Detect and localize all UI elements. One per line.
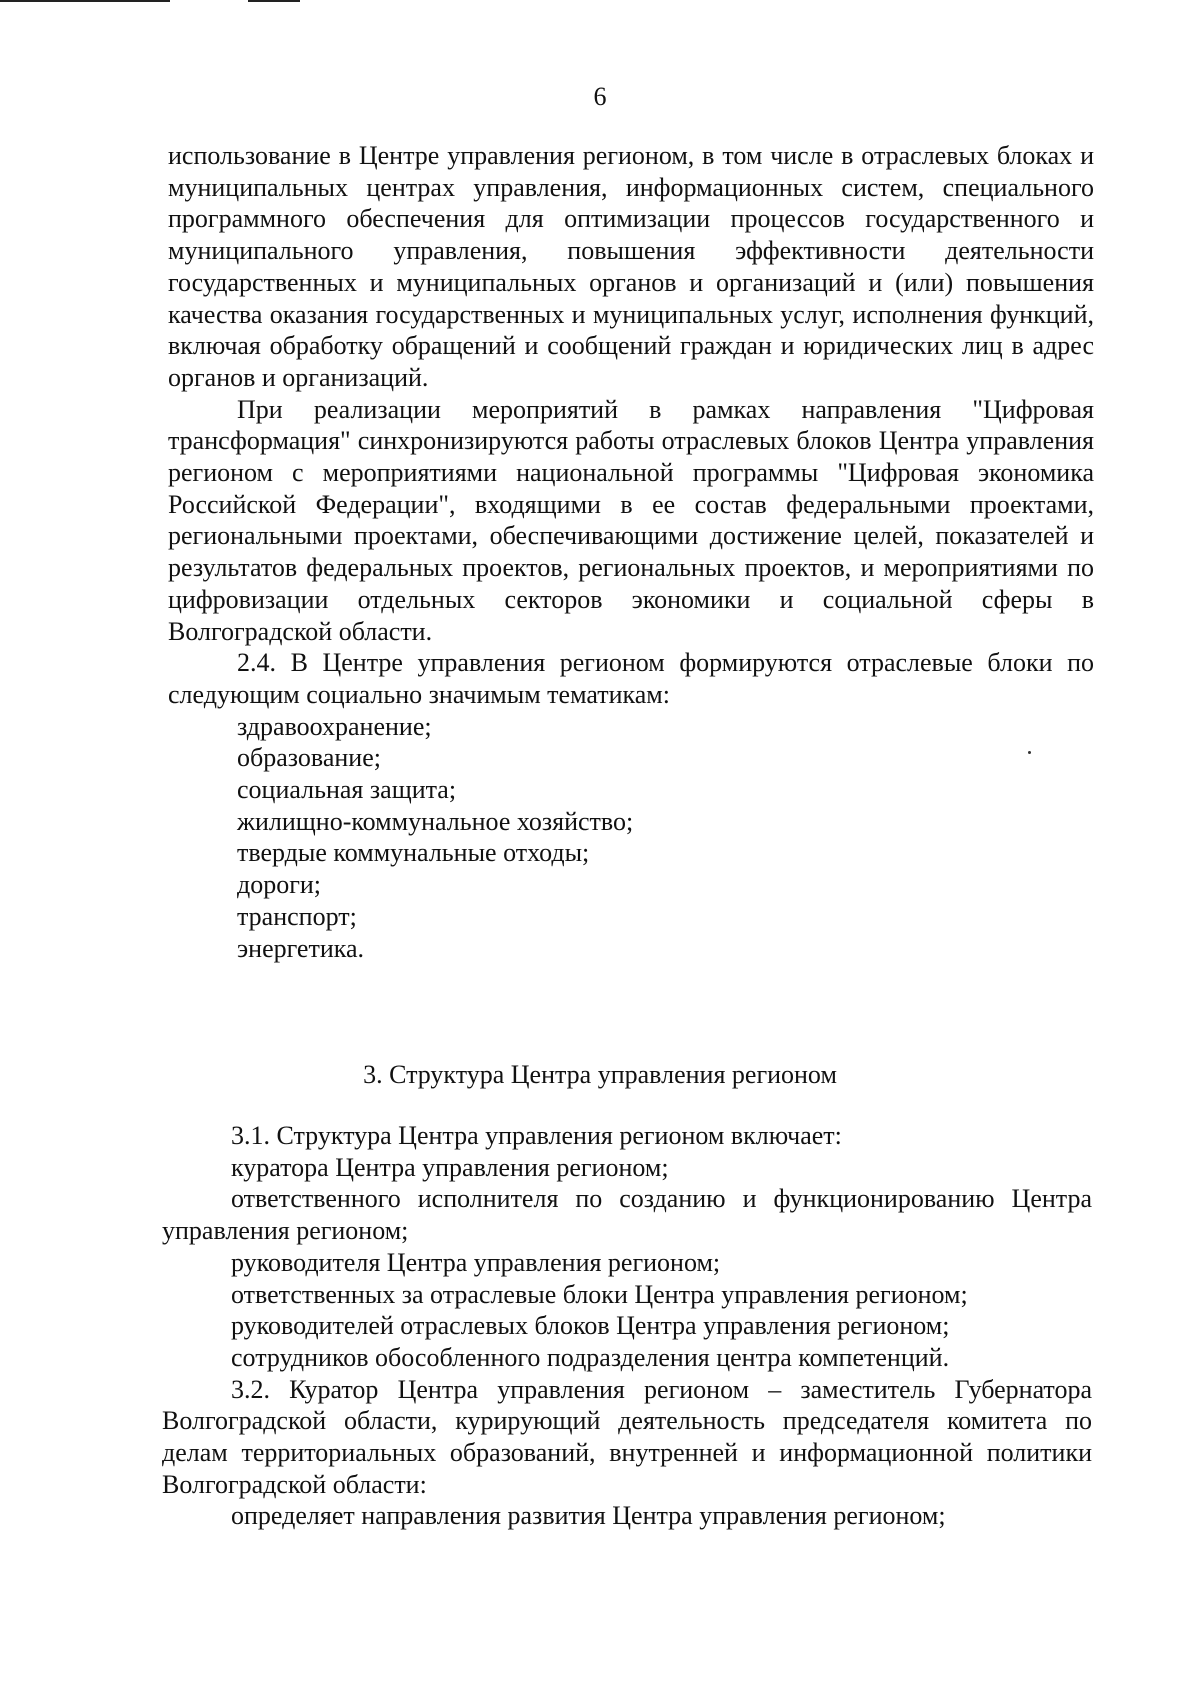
paragraph-3-1: 3.1. Структура Центра управления регионом включает:: [231, 1121, 842, 1150]
paragraph-2-4: 2.4. В Центре управления регионом формируются отраслевые блоки по следующим социально значимым тематикам:: [168, 648, 1094, 709]
topic-list-item: социальная защита;: [237, 775, 457, 805]
structure-list-item: руководителя Центра управления регионом;: [231, 1247, 721, 1277]
structure-list-item: сотрудников обособленного подразделения центра компетенций.: [231, 1342, 950, 1372]
topic-list-item: энергетика.: [237, 933, 365, 963]
body-text-part2: [162, 1120, 1092, 1532]
section-heading: 3. Структура Центра управления регионом: [363, 1060, 837, 1089]
topic-list-item: жилищно-коммунальное хозяйство;: [237, 806, 634, 836]
structure-list-item: ответственных за отраслевые блоки Центра управления регионом;: [231, 1279, 968, 1309]
structure-list-item: куратора Центра управления регионом;: [231, 1152, 669, 1182]
topic-list-item: образование;: [237, 743, 381, 773]
paragraph-3-2: 3.2. Куратор Центра управления регионом – заместитель Губернатора Волгоградской области, курирующий деятельность председателя комитета по делам территориальных образований, внутренней и информационной политики Волгоградской области:: [162, 1374, 1092, 1499]
structure-list-item: ответственного исполнителя по созданию и функционированию Центра управления регионом;: [162, 1184, 1092, 1246]
topic-list-item: твердые коммунальные отходы;: [237, 838, 590, 868]
structure-list-item: руководителей отраслевых блоков Центра управления регионом;: [231, 1311, 950, 1341]
scan-speck: [1028, 751, 1031, 754]
page-number: 6: [593, 82, 607, 111]
topic-list-item: транспорт;: [237, 901, 357, 931]
body-text-part1: [168, 140, 1094, 964]
scan-edge-mark: [248, 0, 300, 2]
topic-list-item: дороги;: [237, 870, 322, 900]
paragraph-digital-transformation: При реализации мероприятий в рамках направления "Цифровая трансформация" синхронизируются работы отраслевых блоков Центра управления регионом с мероприятиями национальной программы "Цифровая экономика Российской Федерации", входящими в ее состав федеральными проектами, региональными проектами, обеспечивающими достижение целей, показателей и результатов федеральных проектов, региональных проектов, и мероприятиями по цифровизации отдельных секторов экономики и социальной сферы в Волгоградской области.: [168, 394, 1094, 646]
paragraph-continuation: использование в Центре управления регионом, в том числе в отраслевых блоках и муниципальных центрах управления, информационных систем, специального программного обеспечения для оптимизации процессов государственного и муниципального управления, повышения эффективности деятельности государственных и муниципальных органов и организаций и (или) повышения качества оказания государственных и муниципальных услуг, исполнения функций, включая обработку обращений и сообщений граждан и юридических лиц в адрес органов и организаций.: [168, 141, 1094, 392]
curator-duty-item: определяет направления развития Центра управления регионом;: [231, 1501, 946, 1531]
topic-list-item: здравоохранение;: [237, 711, 432, 741]
scan-edge-mark: [0, 0, 170, 2]
